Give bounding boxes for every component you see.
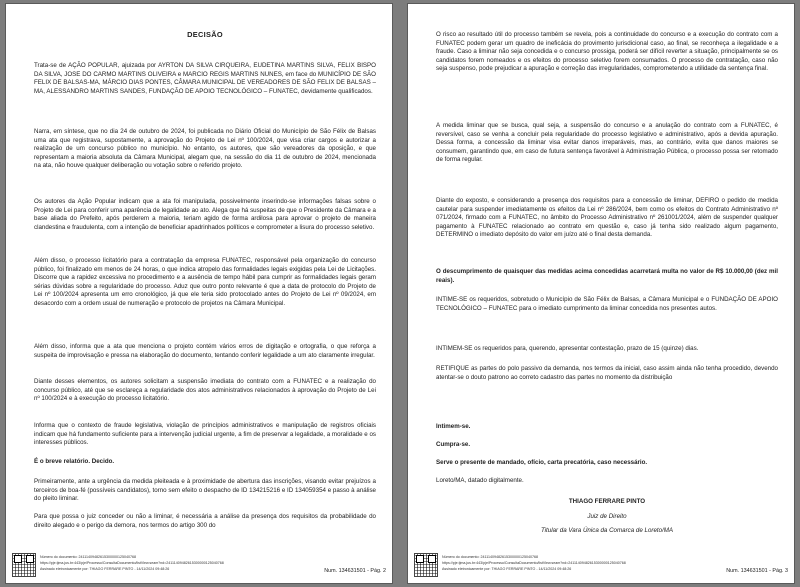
- signature-name: THIAGO FERRARE PINTO: [568, 498, 646, 505]
- paragraph-notify: INTIME-SE os requeridos, sobretudo o Município de São Félix de Balsas, a Câmara Municipal e o FUNDAÇÃO DE APOIO TECNOLÓGICO – FUNATEC para o imediato cumprimento da liminar concedida nos presentes autos.: [436, 296, 778, 312]
- page-number: Num. 134631501 - Pág. 2: [324, 568, 386, 574]
- paragraph-licitation: Além disso, o processo licitatório para a contratação da empresa FUNATEC, responsável pela organização do concurso público, foi finalizado em menos de 24 horas, o que indica atropelo das formalidades legais exigidas pela Lei de Licitações. Discorre que a rapidez excessiva no procedimento e a ausência de tempo hábil para cumprir as formalidades legais geram sérias dúvidas sobre a regularidade do processo. Aduz que outro ponto relevante é que a data de protocolo do Projeto de Lei nº 100/2024 apresenta um erro cronológico, já que ele teria sido protocolado antes do Projeto de Lei nº 09/2024, em desacordo com a ordem usual de numeração e protocolo de projetos na Câmara Municipal.: [34, 257, 376, 307]
- qr-code-icon: [414, 553, 438, 577]
- paragraph-reversible: A medida liminar que se busca, qual seja, a suspensão do concurso e a anulação do contrato com a FUNATEC, é reversível, caso se venha a concluir pela regularidade do processo legislativo e administrativo, após a devida apuração. Dessa forma, a concessão da liminar visa evitar danos irreparáveis, mas, ao contrário, evita que danos maiores se consumem, garantindo que, em caso de futura sentença favorável à Administração Pública, o processo possa ser retomado de forma regular.: [436, 122, 778, 164]
- paragraph-ruling: Diante do exposto, e considerando a presença dos requisitos para a concessão de liminar, DEFIRO o pedido de medida cautelar para suspender imediatamente os efeitos da Lei nº 286/2024, bem como os efeitos do Contrato Administrativo nº 071/2024, firmado com a FUNATEC, no âmbito do Processo Administrativo nº 261001/2024, além de suspender qualquer pagamento à FUNATEC relacionado ao contrato em questão e, caso já tenha sido realizado algum pagamento, DETERMINO o imediato depósito do valor em juízo até o final desta demanda.: [436, 197, 778, 239]
- document-page-2: [5, 3, 393, 584]
- qr-code-icon: [12, 553, 36, 577]
- paragraph-request: Diante desses elementos, os autores solicitam a suspensão imediata do contrato com a FUNATEC e a realização do concurso público, até que se esclareça a regularidade dos atos administrativos relacionados à aprovação do Projeto de Lei nº 100/2024 e à execução do processo licitatório.: [34, 378, 376, 403]
- closing-serve: Serve o presente de mandado, ofício, carta precatória, caso necessário.: [436, 459, 648, 466]
- footer-signed-by: Assinado eletronicamente por: THIAGO FERRARE PINTO - 14/11/2024 09:48:26: [442, 567, 572, 571]
- paragraph-context: Informa que o contexto de fraude legislativa, violação de princípios administrativos e manipulação de registros oficiais indicam que há fundamento suficiente para a intervenção judicial urgente, a fim de preservar a legalidade, a moralidade e os interesses públicos.: [34, 422, 376, 447]
- paragraph-penalty: O descumprimento de quaisquer das medidas acima concedidas acarretará multa no valor de R$ 10.000,00 (dez mil reais).: [436, 268, 778, 284]
- closing-place-date: Loreto/MA, datado digitalmente.: [436, 477, 524, 484]
- footer-url[interactable]: https://pje.tjma.jus.br:443/pje/Processo/ConsultaDocumento/listView.seam?nd=24111409482615300000125040768: [442, 561, 626, 565]
- paragraph-requirements: Para que possa o juiz conceder ou não a liminar, é necessária a análise da presença dos requisitos da probabilidade do direito alegado e o perigo da demora, nos termos do artigo 300 do: [34, 513, 376, 529]
- paragraph-urgency: Primeiramente, ante a urgência da medida pleiteada e à proximidade de abertura das inscrições, visando evitar prejuízos a terceiros de boa-fé (possíveis candidatos), torno sem efeito o despacho de ID 134215216 e ID 134059354 e passo à análise do pleito liminar.: [34, 478, 376, 503]
- paragraph-contest: INTIMEM-SE os requeridos para, querendo, apresentar contestação, prazo de 15 (quinze) dias.: [436, 345, 699, 352]
- decision-title: DECISÃO: [187, 30, 223, 39]
- paragraph-manipulation: Os autores da Ação Popular indicam que a ata foi manipulada, possivelmente inserindo-se informações falsas sobre o Projeto de Lei para conferir uma aparência de legalidade ao ato. Alega que há suspeitas de que o Presidente da Câmara e a base aliada do Prefeito, após perderem a maioria, teriam agido de forma ardilosa para aprovar o projeto de maneira clandestina e fraudulenta, com a intenção de beneficiar apadrinhados políticos e comprometer a lisura do processo seletivo.: [34, 198, 376, 231]
- closing-intimem: Intimem-se.: [436, 423, 471, 430]
- paragraph-parties: Trata-se de AÇÃO POPULAR, ajuizada por AYRTON DA SILVA CIRQUEIRA, EUDETINA MARTINS SILVA, FELIX BISPO DA SILVA, JOSE DO CARMO MARTINS OLIVEIRA e MARCIO REGIS MARTINS NUNES, em face do MUNICÍPIO DE SÃO FELIX DE BALSAS-MA, MÁRCIO DIAS PONTES, CÂMARA MUNICIPAL DE VEREADORES DE SÃO FELIX DE BALSAS – MA, ALESSANDRO MARTINS SANDES, FUNDAÇÃO DE APOIO TECNOLÓGICO – FUNATEC, devidamente qualificados.: [34, 62, 376, 95]
- footer-doc-number: Número do documento: 24111409482615300000125040768: [442, 555, 538, 559]
- footer-signed-by: Assinado eletronicamente por: THIAGO FERRARE PINTO - 14/11/2024 09:48:26: [40, 567, 170, 571]
- signature-role: Juiz de Direito: [587, 513, 627, 520]
- paragraph-errors: Além disso, informa que a ata que menciona o projeto contém vários erros de digitação e ortografia, o que reforça a suspeita de improvisação e pressa na elaboração do documento, tentando conferir legalidade a um ato claramente irregular.: [34, 343, 376, 359]
- page-footer: [12, 553, 386, 579]
- closing-cumpra: Cumpra-se.: [436, 441, 471, 448]
- paragraph-risk: O risco ao resultado útil do processo também se revela, pois a continuidade do concurso e a execução do contrato com a FUNATEC podem gerar um quadro de ineficácia do provimento jurisdicional caso, ao final, se reconheça a ilegalidade e a fraude. Caso a liminar não seja concedida e o concurso prossiga, poderá ser difícil reverter a situação, principalmente se os candidatos forem nomeados e os efeitos do processo seletivo forem consumados. O processo de contratação, caso não seja suspenso, pode prejudicar a apuração e correção das irregularidades, comprometendo a utilidade da sentença final.: [436, 31, 778, 73]
- document-page-3: [407, 3, 795, 584]
- footer-url[interactable]: https://pje.tjma.jus.br:443/pje/Processo/ConsultaDocumento/listView.seam?nd=24111409482615300000125040768: [40, 561, 224, 565]
- paragraph-rectify: RETIFIQUE as partes do polo passivo da demanda, nos termos da inicial, caso assim ainda não tenha procedido, devendo atentar-se o douto patrono ao correto cadastro das partes no momento da distribuição: [436, 365, 778, 381]
- paragraph-report: É o breve relatório. Decido.: [34, 458, 115, 465]
- signature-court: Titular da Vara Única da Comarca de Loreto/MA: [540, 527, 674, 534]
- footer-doc-number: Número do documento: 24111409482615300000125040768: [40, 555, 136, 559]
- paragraph-summary: Narra, em síntese, que no dia 24 de outubro de 2024, foi publicada no Diário Oficial do Município de São Félix de Balsas uma ata que registrava, supostamente, a aprovação do Projeto de Lei nº 100/2024, que visa criar cargos e autorizar a realização de um concurso público no município. No entanto, os autores, que são vereadores da oposição, e que representam a maioria absoluta da Câmara Municipal, alegam que, na sessão do dia 11 de outubro de 2024, mencionada na ata, não houve qualquer deliberação ou votação sobre o referido projeto.: [34, 128, 376, 170]
- page-number: Num. 134631501 - Pág. 3: [726, 568, 788, 574]
- page-footer: [414, 553, 788, 579]
